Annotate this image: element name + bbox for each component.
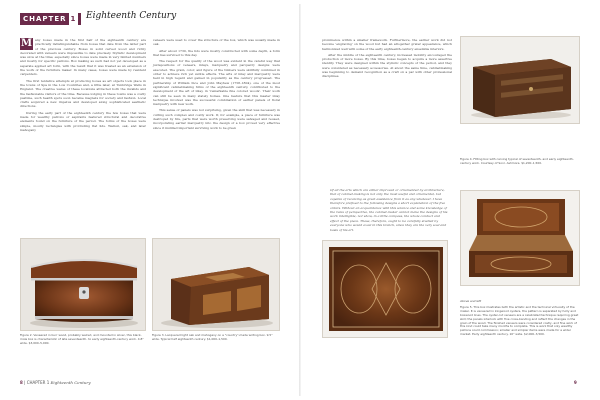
chapter-badge [20, 13, 81, 25]
right-column-1 [322, 38, 452, 81]
right-folio [574, 380, 577, 385]
figure-5-caption: Figure 5. This box illustrates both the artistic and the technical virtuosity of the maker. It is veneered in kingwood oysters, the pattern is separated by holly and boxwood lines. The oyster-cut veneers are a celebrated technique requiring great skill; the panels interlock with fine cross-banding and reflect the changes in the grain of the wood. The finished veneers were considered costly, and fine work of this kind could take many months to complete. This is work that only wealthy patrons could commission; smaller and simpler items were made for a wider market. Early eighteenth century. 10" wide. $2,000–3,500. [460, 304, 579, 337]
left-column-2 [153, 38, 280, 132]
burr-box-illustration [21, 239, 146, 331]
paragraph: After the middle of the eighteenth century, increased mobility encouraged the production of more boxes. By this time, boxes began to acquire a more assertive identity. They were designed within the stylistic concepts of the period, and they were considered as necessary accessories. At about the same time, cabinetmaking was beginning to demand recognition as a craft on a par with other professional disciplines. [322, 52, 452, 79]
figure-3-photo [152, 238, 280, 331]
figure-3-caption: Figure 3. Lacquered light oak and mahogany on a "country"-made writing box. 9.5" wide. Typical half eighteenth century. $1,000–1,500. [152, 333, 273, 341]
figure-5-photo-open [460, 190, 580, 286]
drop-cap: M [20, 38, 33, 49]
block-quote: Of all the arts which are either improved or ornamented by architecture, that of cabinet-making is not only the most useful and ornamental, but capable of receiving as great assistance from it as any whatever. I have therefore prefixed to the following designs a short explanation of the five orders. Without an acquaintance with this science and some knowledge of the rules of perspective, the cabinet-maker cannot make the designs of his work intelligible, nor show, in a little compass, the whole conduct and effect of the piece. These, therefore, ought to be carefully studied by everyone who would excel in this branch, since they are the very soul and basis of his art. [330, 188, 448, 232]
figure-2-caption: Figure 2. Veneered in burr wood, probably walnut, and mounted in silver, this black-mole box is characteristic of late seventeenth- to early eighteenth-century work. 4.8" wide. $3,000–5,000. [20, 333, 144, 345]
page-gutter [299, 4, 301, 396]
oyster-box-closed-illustration [323, 241, 448, 338]
page-number: 9 [574, 380, 577, 385]
left-column-1 [20, 38, 146, 134]
paragraph: veneers were used to cover the structure of the box, which was usually made in oak. [153, 38, 280, 47]
figure-4-caption: Figure 4. Fitting box with carving typical of seventeenth- and early eighteenth-century work. Courtesy of Sonr. Ashmore. $1,200–1,500. [460, 157, 574, 165]
figure-4-photo [460, 36, 580, 124]
paragraph: prominence within a smaller framework. Furthermore, the earlier work did not become 'engraving' on the wood but had an altogether grater appearance, which harmonized well with some of the early eighteenth-century ensemble interiors. [322, 38, 452, 51]
figure-5-caption-block [460, 300, 580, 337]
chapter-title: Eighteenth Century [86, 11, 177, 21]
page-number: 8 [20, 380, 23, 385]
paragraph: The first tentative attempts at producing boxes as art objects took place in the towns of Spa in the Low Countries and, a little later, at Tunbridge Wells in England. The creative wares of these locations attracted both the invalids and the fashionable visitors of the time. Because lodging in these towns was a costly pastime, such health spots soon became magnets for society and fashion. Local crafts acquired a new impetus and developed along sophisticated aesthetic directions. [20, 78, 146, 109]
paragraph: any boxes made in the first half of the eighteenth century are practically indistinguishable from boxes that date from the latter part of the previous century. Boxes in solid carved wood and richly decorated with veneers were impossible to date precisely. Stylistic development was slow at the time; especially since boxes were made in very limited numbers and mostly for specific patrons. Box making as such had not yet developed as a separate applied art form, with the result that it was treated as an extension of the work of the furniture maker. In many cases, boxes were made by resident carpenters. [20, 38, 146, 77]
chapter-word: CHAPTER [23, 15, 67, 23]
chapter-number: 1 [70, 15, 77, 23]
fitting-box-illustration [461, 37, 580, 124]
left-folio: 8 | CHAPTER 1 Eighteenth Century [20, 380, 91, 385]
paragraph: After about 1730, the lids were mostly constructed with some depth, a form that has survived to this day. [153, 48, 280, 57]
oyster-box-open-illustration [461, 191, 580, 286]
paragraph: This sense of panels was not surprising, given the skill that was necessary in cutting such complex and costly work. If, for example, a piece of furniture was destroyed by fire, parts that were worth preserving were salvaged and reused, incorporating earlier marquetry into the design of a box proved very effective since it instilled important surviving work to be given [153, 108, 280, 130]
folio-title: Eighteenth Century [50, 380, 91, 385]
figure-5-photo-closed [322, 240, 448, 338]
paragraph: The respect for the quality of the wood was evident in the careful way that juxtapositions of veneers, inlays, marquetry and parquetry designs were executed. The grain, color, and figure of the timbers were skillfully combined in order to achieve rich yet subtle effects. The arts of inlay and marquetry were held in high regard and gained in popularity as the century progressed. The partnership of William Ince and John Mayhew (1758–1804), one of the most significant cabinetmaking firms of the eighteenth century, contributed to the development of the art of inlay, in 'remarkable fine colored woods'. Their work can still be seen in many stately homes. One feature that this master inlay technique involved was the successful combination of earlier panels of floral marquetry with new work. [153, 59, 280, 107]
paragraph: During the early part of the eighteenth century the few boxes that were made for wealthy patrons or aspirants featured structural and decorative elements found on the furniture of the period. The forms of the boxes were simple, mostly rectangles with protruding flat lids. Walnut, oak, and later mahogany [20, 110, 146, 132]
folio-chapter: CHAPTER 1 [26, 380, 50, 385]
writing-box-illustration [153, 239, 280, 331]
figure-5-label: Above and left [460, 299, 482, 303]
figure-2-photo [20, 238, 146, 331]
